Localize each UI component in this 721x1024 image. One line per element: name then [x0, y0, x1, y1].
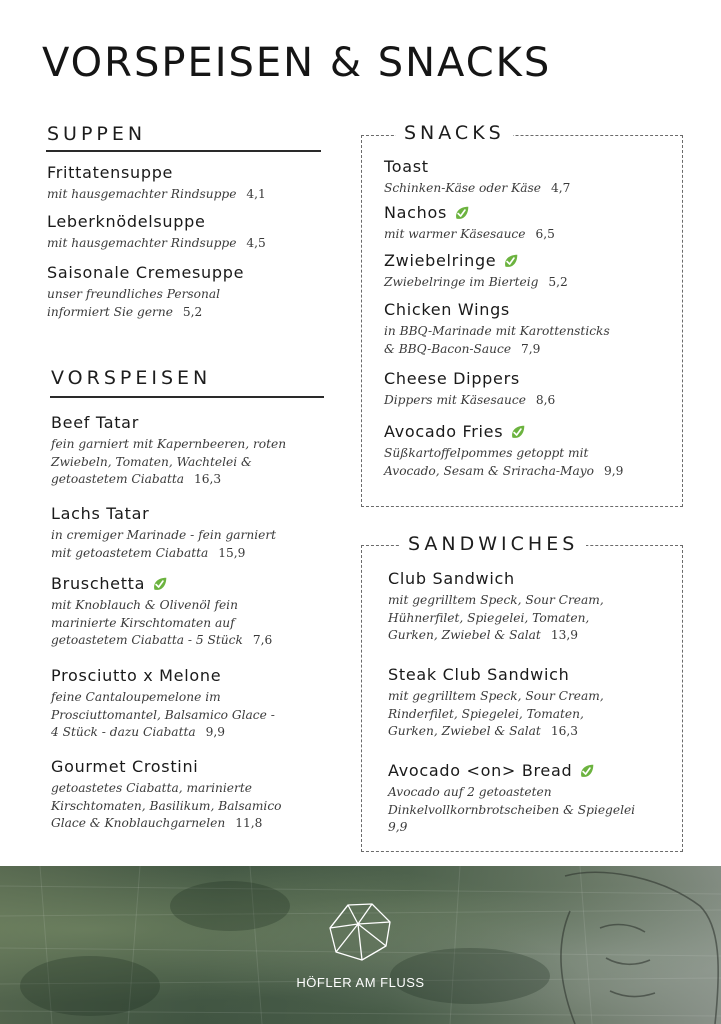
menu-item-price: 16,3 — [194, 472, 222, 486]
menu-item-description — [47, 286, 337, 321]
description-line — [388, 784, 678, 802]
menu-item-price: 5,2 — [182, 304, 203, 319]
geometric-crystal-logo-icon — [328, 902, 392, 962]
description-line — [388, 723, 678, 741]
menu-item-title: Bruschetta — [51, 574, 146, 593]
description-line — [384, 274, 674, 292]
description-text: Schinken-Käse oder Käse — [384, 181, 541, 195]
description-text: fein garniert mit Kapernbeeren, roten — [51, 437, 287, 451]
menu-item-description — [51, 436, 341, 489]
sandwiches-heading: SANDWICHES — [400, 533, 586, 555]
menu-item-price: 7,9 — [521, 341, 541, 356]
description-text: mit getoastetem Ciabatta — [51, 545, 209, 560]
menu-item — [384, 250, 674, 292]
description-text: mit gegrilltem Speck, Sour Cream, — [388, 593, 604, 607]
menu-item-description — [388, 784, 678, 837]
menu-item-name — [47, 162, 337, 184]
description-line — [388, 610, 678, 628]
menu-item-title: Nachos — [384, 203, 448, 222]
description-text: getoastetes Ciabatta, marinierte — [51, 781, 252, 795]
brand-name: HÖFLER AM FLUSS — [296, 975, 425, 990]
menu-item-description — [47, 235, 337, 253]
menu-item-name — [384, 299, 674, 321]
description-line — [384, 323, 674, 341]
menu-item-price: 4,1 — [246, 187, 266, 201]
menu-item-price: 4,5 — [246, 236, 266, 250]
menu-item-price: 9,9 — [205, 725, 226, 739]
menu-item-name — [51, 412, 341, 434]
menu-item-name — [51, 665, 341, 687]
menu-item-title: Leberknödelsuppe — [47, 212, 206, 231]
description-line — [388, 688, 678, 706]
description-text: unser freundliches Personal — [47, 287, 221, 301]
description-text: feine Cantaloupemelone im — [51, 690, 221, 704]
menu-item — [51, 573, 341, 650]
menu-item — [384, 421, 674, 480]
description-text: 9,9 — [388, 820, 408, 834]
description-text: Hühnerfilet, Spiegelei, Tomaten, — [388, 610, 590, 625]
description-text: mit Knoblauch & Olivenöl fein — [51, 598, 238, 612]
menu-item-price: 8,6 — [535, 393, 556, 407]
menu-item-name — [384, 250, 674, 272]
menu-item-description — [384, 445, 674, 480]
description-text: Gurken, Zwiebel & Salat — [388, 628, 541, 642]
description-text: in cremiger Marinade - fein garniert — [51, 528, 277, 542]
description-text: Dinkelvollkornbrotscheiben & Spiegelei — [388, 802, 636, 817]
menu-item — [47, 211, 337, 253]
description-line — [51, 545, 341, 563]
description-text: Prosciuttomantel, Balsamico Glace - — [51, 707, 275, 722]
description-text: Rinderfilet, Spiegelei, Tomaten, — [388, 706, 584, 721]
menu-item-description — [51, 597, 341, 650]
menu-item-name — [384, 156, 674, 178]
description-line — [51, 615, 341, 633]
description-text: & BBQ-Bacon-Sauce — [384, 341, 512, 356]
description-line — [51, 815, 341, 833]
vegetarian-leaf-icon — [502, 253, 519, 270]
description-text: mit hausgemachter Rindsuppe — [47, 187, 237, 201]
description-text: mit gegrilltem Speck, Sour Cream, — [388, 689, 604, 703]
description-text: Kirschtomaten, Basilikum, Balsamico — [51, 798, 282, 813]
menu-item-title: Saisonale Cremesuppe — [47, 263, 245, 282]
menu-item-title: Club Sandwich — [388, 569, 515, 588]
menu-item-title: Beef Tatar — [51, 413, 139, 432]
menu-item-name — [51, 503, 341, 525]
description-line — [51, 527, 341, 545]
description-line — [384, 392, 674, 410]
description-line — [47, 235, 337, 253]
description-text: Zwiebeln, Tomaten, Wachtelei & — [51, 454, 252, 469]
menu-item — [388, 664, 678, 741]
menu-item — [388, 568, 678, 645]
menu-item-name — [388, 568, 678, 590]
description-line — [51, 707, 341, 725]
menu-item-description — [384, 323, 674, 358]
menu-item-name — [384, 368, 674, 390]
menu-item-description — [388, 592, 678, 645]
menu-item-price: 15,9 — [218, 545, 246, 560]
menu-item — [51, 665, 341, 742]
description-text: Dippers mit Käsesauce — [384, 393, 526, 407]
menu-item — [384, 368, 674, 410]
menu-item-price: 13,9 — [550, 628, 578, 642]
description-text: mit warmer Käsesauce — [384, 227, 526, 241]
description-line — [51, 780, 341, 798]
menu-item-title: Prosciutto x Melone — [51, 666, 222, 685]
menu-item — [388, 760, 678, 837]
description-line — [388, 819, 678, 837]
description-line — [51, 454, 341, 472]
suppen-rule — [46, 150, 321, 152]
description-line — [51, 632, 341, 650]
menu-item-price: 9,9 — [603, 463, 624, 478]
description-line — [51, 798, 341, 816]
menu-item-name — [51, 573, 341, 595]
menu-item-price: 11,8 — [235, 816, 263, 830]
description-text: in BBQ-Marinade mit Karottensticks — [384, 324, 610, 338]
description-line — [384, 463, 674, 481]
description-text: Süßkartoffelpommes getoppt mit — [384, 446, 589, 460]
vegetarian-leaf-icon — [509, 424, 526, 441]
description-text: informiert Sie gerne — [47, 304, 173, 319]
description-line — [388, 706, 678, 724]
description-text: 4 Stück - dazu Ciabatta — [51, 725, 196, 739]
description-line — [388, 802, 678, 820]
description-line — [51, 471, 341, 489]
menu-item-description — [384, 392, 674, 410]
description-text: getoastetem Ciabatta - 5 Stück — [51, 633, 243, 647]
menu-item — [47, 162, 337, 204]
description-line — [51, 597, 341, 615]
description-line — [51, 689, 341, 707]
menu-item-title: Gourmet Crostini — [51, 757, 199, 776]
menu-item-description — [51, 527, 341, 562]
menu-item-name — [47, 262, 337, 284]
menu-item-price: 6,5 — [535, 227, 555, 241]
menu-item-price: 4,7 — [550, 181, 571, 195]
menu-item-name — [388, 664, 678, 686]
description-line — [47, 186, 337, 204]
menu-item — [47, 262, 337, 321]
description-line — [384, 226, 674, 244]
menu-item — [51, 412, 341, 489]
menu-item-title: Avocado <on> Bread — [388, 761, 573, 780]
menu-item — [51, 756, 341, 833]
description-text: Avocado, Sesam & Sriracha-Mayo — [384, 463, 594, 478]
menu-item-title: Frittatensuppe — [47, 163, 174, 182]
menu-item-title: Toast — [384, 157, 429, 176]
menu-item-name — [384, 202, 674, 224]
menu-item-description — [51, 780, 341, 833]
description-line — [51, 724, 341, 742]
description-text: Glace & Knoblauchgarnelen — [51, 816, 226, 830]
description-text: Zwiebelringe im Bierteig — [384, 275, 539, 289]
description-line — [388, 627, 678, 645]
vegetarian-leaf-icon — [151, 576, 168, 593]
description-text: mit hausgemachter Rindsuppe — [47, 236, 237, 250]
description-text: Gurken, Zwiebel & Salat — [388, 724, 541, 738]
menu-item — [51, 503, 341, 562]
footer-banner — [0, 866, 721, 1024]
page-title: VORSPEISEN & SNACKS — [42, 40, 552, 86]
menu-item — [384, 156, 674, 198]
menu-item-description — [388, 688, 678, 741]
vegetarian-leaf-icon — [578, 763, 595, 780]
menu-item-title: Lachs Tatar — [51, 504, 150, 523]
snacks-heading: SNACKS — [396, 122, 513, 144]
menu-item-description — [384, 274, 674, 292]
description-line — [47, 286, 337, 304]
suppen-heading: SUPPEN — [47, 123, 147, 145]
description-line — [51, 436, 341, 454]
vorspeisen-rule — [50, 396, 324, 398]
description-line — [388, 592, 678, 610]
menu-item-price: 16,3 — [550, 724, 578, 738]
description-line — [47, 304, 337, 322]
description-line — [384, 445, 674, 463]
menu-item-description — [384, 180, 674, 198]
vorspeisen-heading: VORSPEISEN — [51, 367, 212, 389]
menu-item-price: 5,2 — [548, 275, 568, 289]
description-text: marinierte Kirschtomaten auf — [51, 615, 235, 630]
menu-item-description — [51, 689, 341, 742]
description-text: Avocado auf 2 getoasteten — [388, 785, 552, 799]
menu-item-description — [384, 226, 674, 244]
menu-item-name — [47, 211, 337, 233]
description-line — [384, 180, 674, 198]
description-text: getoastetem Ciabatta — [51, 472, 185, 486]
menu-item-title: Cheese Dippers — [384, 369, 520, 388]
menu-item-title: Zwiebelringe — [384, 251, 497, 270]
menu-item-title: Steak Club Sandwich — [388, 665, 570, 684]
description-line — [384, 341, 674, 359]
menu-item-name — [388, 760, 678, 782]
menu-item-price: 7,6 — [252, 633, 273, 647]
menu-item-name — [51, 756, 341, 778]
menu-item — [384, 299, 674, 358]
menu-item-title: Avocado Fries — [384, 422, 504, 441]
menu-item — [384, 202, 674, 244]
menu-item-title: Chicken Wings — [384, 300, 510, 319]
menu-item-description — [47, 186, 337, 204]
menu-item-name — [384, 421, 674, 443]
vegetarian-leaf-icon — [453, 205, 470, 222]
